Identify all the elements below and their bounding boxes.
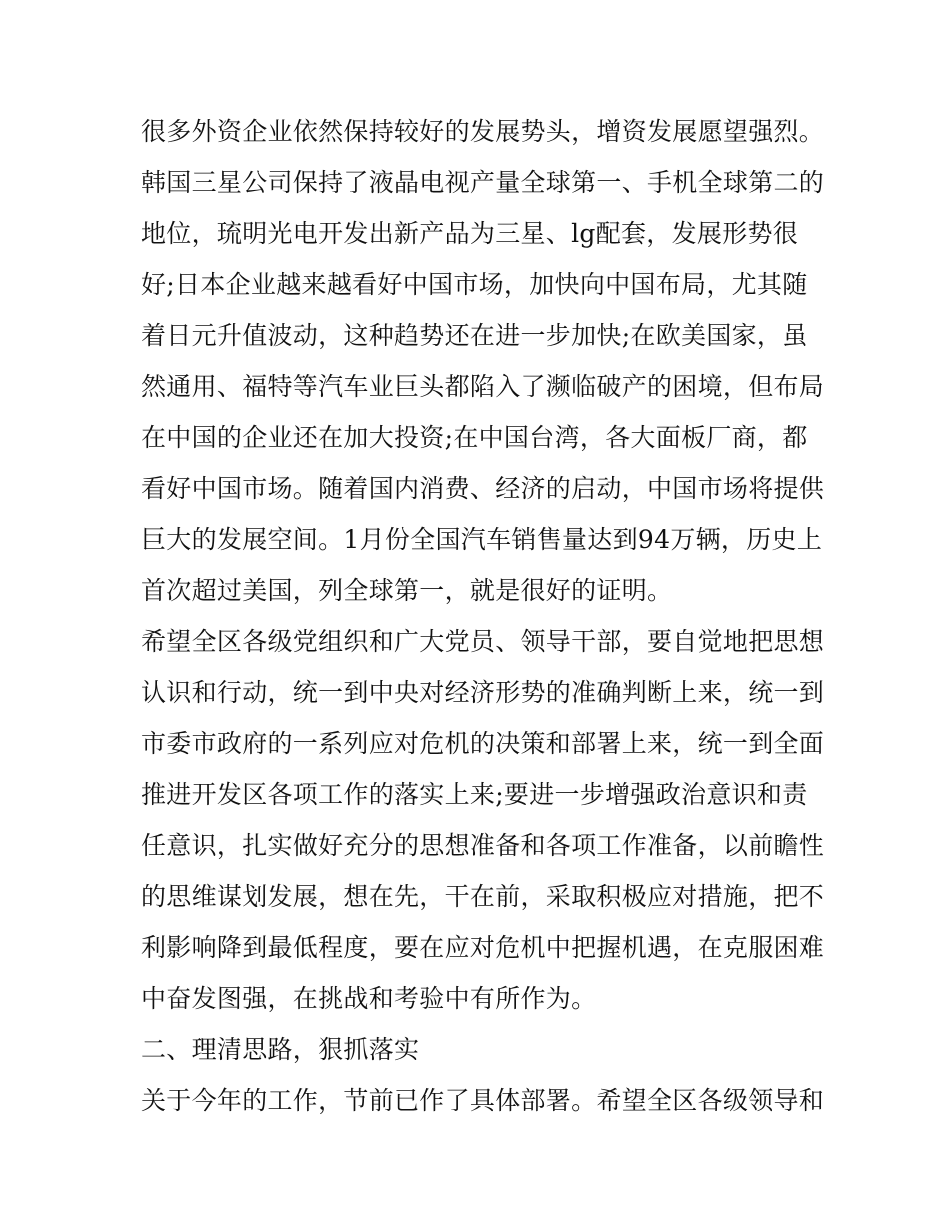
text-line: 很多外资企业依然保持较好的发展势头，增资发展愿望强烈。 [141,117,825,146]
document-body [141,106,825,1126]
text-line: 任意识，扎实做好充分的思想准备和各项工作准备，以前瞻性 [141,831,825,860]
text-line: 利影响降到最低程度，要在应对危机中把握机遇，在克服困难 [141,933,825,962]
text-line: 看好中国市场。随着国内消费、经济的启动，中国市场将提供 [141,474,825,503]
text-line: 认识和行动，统一到中央对经济形势的准确判断上来，统一到 [141,678,825,707]
text-line: 推进开发区各项工作的落实上来;要进一步增强政治意识和责 [141,780,808,809]
section-heading: 二、理清思路，狠抓落实 [141,1035,420,1064]
text-line: 然通用、福特等汽车业巨头都陷入了濒临破产的困境，但布局 [141,372,825,401]
text-line: 巨大的发展空间。1月份全国汽车销售量达到94万辆，历史上 [141,525,823,554]
text-line: 的思维谋划发展，想在先，干在前，采取积极应对措施，把不 [141,882,825,911]
text-line: 首次超过美国，列全球第一，就是很好的证明。 [141,576,673,605]
text-line: 韩国三星公司保持了液晶电视产量全球第一、手机全球第二的 [141,168,825,197]
text-line: 中奋发图强，在挑战和考验中有所作为。 [141,984,597,1013]
text-line: 希望全区各级党组织和广大党员、领导干部，要自觉地把思想 [141,627,825,656]
text-line: 着日元升值波动，这种趋势还在进一步加快;在欧美国家，虽 [141,321,808,350]
text-line: 关于今年的工作，节前已作了具体部署。希望全区各级领导和 [141,1086,825,1115]
text-line: 在中国的企业还在加大投资;在中国台湾，各大面板厂商，都 [141,423,808,452]
text-line: 地位，琉明光电开发出新产品为三星、lg配套，发展形势很 [141,219,799,248]
text-line: 市委市政府的一系列应对危机的决策和部署上来，统一到全面 [141,729,825,758]
text-line: 好;日本企业越来越看好中国市场，加快向中国布局，尤其随 [141,270,808,299]
